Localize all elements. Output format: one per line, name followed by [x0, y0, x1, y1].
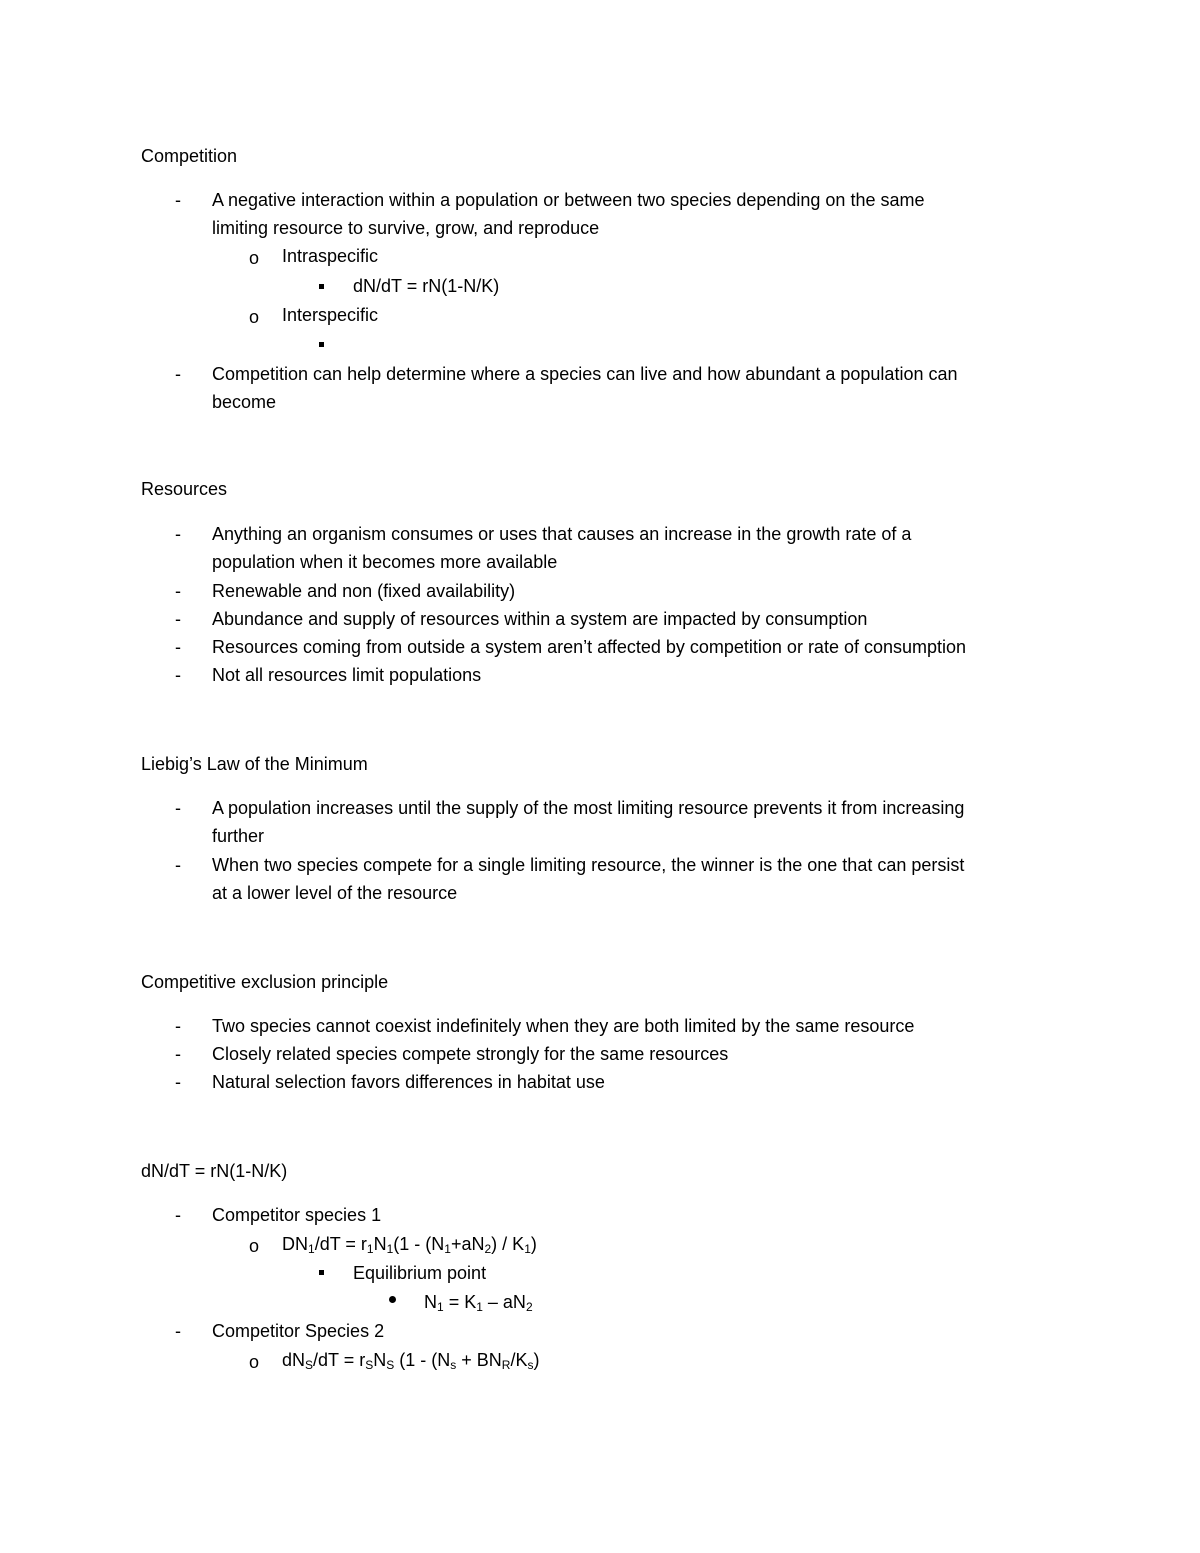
dash-bullet: - [175, 665, 181, 685]
bullet-text: Not all resources limit populations [212, 665, 482, 685]
dash-bullet: - [175, 1044, 181, 1064]
dash-bullet: - [175, 364, 181, 384]
bullet-text: Competition can help determine where a species can live and how abundant a population can [212, 364, 958, 384]
circle-bullet: o [249, 1352, 260, 1372]
circle-bullet: o [249, 307, 260, 327]
bullet-text: Competitor species 1 [212, 1205, 382, 1225]
heading-liebig: Liebig’s Law of the Minimum [141, 754, 368, 774]
bullet-text: When two species compete for a single limiting resource, the winner is the one that can persist [212, 855, 965, 875]
equation-text: dN/dT = rN(1-N/K) [353, 276, 500, 296]
bullet-text: Resources coming from outside a system aren’t affected by competition or rate of consumption [212, 637, 967, 657]
bullet-text: limiting resource to survive, grow, and reproduce [212, 218, 600, 238]
bullet-text: further [212, 826, 265, 846]
dash-bullet: - [175, 1205, 181, 1225]
square-bullet [319, 1270, 324, 1275]
sub-sub-bullet-text: Equilibrium point [353, 1263, 487, 1283]
bullet-text: A negative interaction within a population or between two species depending on the same [212, 190, 925, 210]
bullet-text: Two species cannot coexist indefinitely when they are both limited by the same resource [212, 1016, 915, 1036]
heading-competition: Competition [141, 146, 238, 166]
bullet-text: Anything an organism consumes or uses that causes an increase in the growth rate of a [212, 524, 912, 544]
bullet-text: Abundance and supply of resources within a system are impacted by consumption [212, 609, 868, 629]
circle-bullet: o [249, 1236, 260, 1256]
dash-bullet: - [175, 524, 181, 544]
dash-bullet: - [175, 1321, 181, 1341]
heading-resources: Resources [141, 479, 228, 499]
bullet-text: population when it becomes more available [212, 552, 558, 572]
dash-bullet: - [175, 798, 181, 818]
bullet-text: become [212, 392, 277, 412]
bullet-text: A population increases until the supply of the most limiting resource prevents it from increasing [212, 798, 965, 818]
sub-bullet-text: Intraspecific [282, 246, 379, 266]
equation-species-1: $DN_1/dT = r_1N_1(1 - (N_1+aN_2) / K_1)$ [282, 1234, 537, 1256]
dash-bullet: - [175, 855, 181, 875]
heading-exclusion: Competitive exclusion principle [141, 972, 389, 992]
bullet-text: Natural selection favors differences in habitat use [212, 1072, 605, 1092]
bullet-text: Closely related species compete strongly for the same resources [212, 1044, 729, 1064]
square-bullet [319, 342, 324, 347]
bullet-text: Renewable and non (fixed availability) [212, 581, 516, 601]
dash-bullet: - [175, 1016, 181, 1036]
circle-bullet: o [249, 248, 260, 268]
heading-model-equation: dN/dT = rN(1-N/K) [141, 1161, 288, 1181]
square-bullet [319, 284, 324, 289]
dash-bullet: - [175, 581, 181, 601]
dash-bullet: - [175, 609, 181, 629]
dash-bullet: - [175, 190, 181, 210]
equation-species-2: $dN_S/dT = r_SN_S$ ($1 - (N_s + BN_R/K_s)$ [282, 1350, 540, 1372]
equation-equilibrium: $N_1 = K_1 - aN_2$ [424, 1292, 533, 1314]
round-bullet [389, 1296, 396, 1303]
bullet-text: Competitor Species 2 [212, 1321, 385, 1341]
sub-bullet-text: Interspecific [282, 305, 379, 325]
bullet-text: at a lower level of the resource [212, 883, 458, 903]
dash-bullet: - [175, 1072, 181, 1092]
dash-bullet: - [175, 637, 181, 657]
